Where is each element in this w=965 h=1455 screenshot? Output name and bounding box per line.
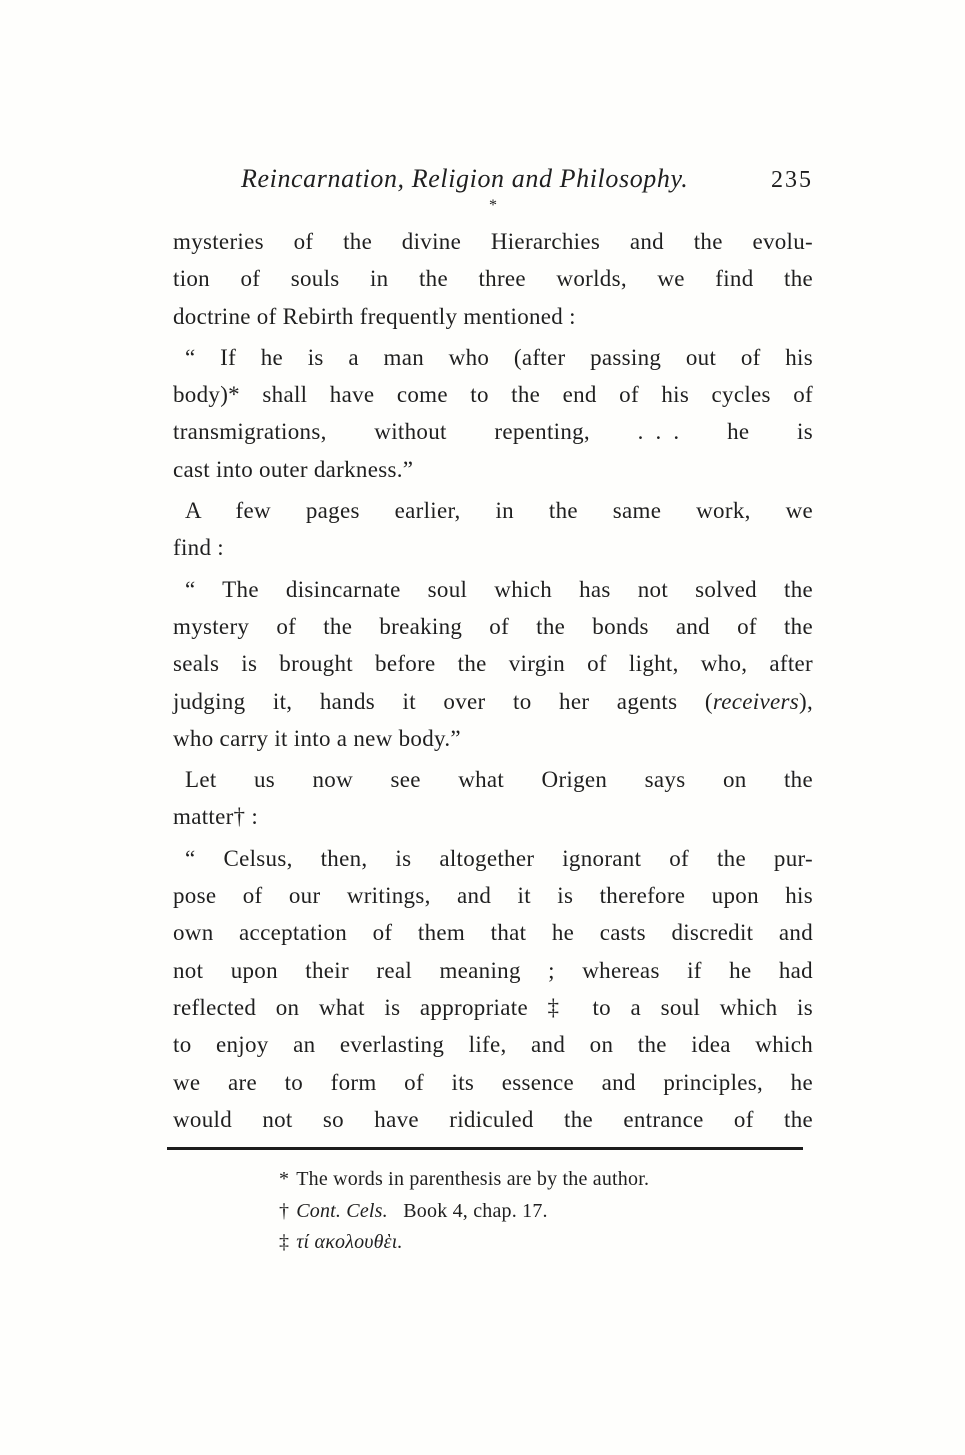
text-segment: not upon their real meaning ; whereas if he had bbox=[173, 957, 813, 983]
text-segment: to enjoy an everlasting life, and on the idea which bbox=[173, 1032, 813, 1058]
footnote-marker: * bbox=[279, 1168, 290, 1190]
paragraph bbox=[173, 840, 813, 1138]
text-line bbox=[173, 260, 813, 297]
text-segment: body)* shall have come to the end of his cycles of bbox=[173, 382, 813, 408]
text-line bbox=[173, 1026, 813, 1063]
text-segment: mystery of the breaking of the bonds and of the bbox=[173, 613, 813, 639]
text-segment: ), bbox=[798, 688, 813, 714]
text-line bbox=[173, 683, 813, 720]
paragraph bbox=[173, 761, 813, 836]
paragraphs-container bbox=[173, 223, 813, 1138]
footnote bbox=[279, 1164, 799, 1196]
text-segment: Let us now see what Origen says on the bbox=[185, 767, 813, 793]
text-line bbox=[173, 761, 813, 798]
text-line bbox=[173, 571, 813, 608]
text-segment: The words in parenthesis are by the author. bbox=[296, 1168, 650, 1190]
text-line bbox=[173, 952, 813, 989]
text-line bbox=[173, 608, 813, 645]
text-segment: “ If he is a man who (after passing out of his bbox=[185, 344, 813, 370]
text-line bbox=[173, 529, 813, 566]
text-segment: seals is brought before the virgin of light, who, after bbox=[173, 651, 813, 677]
text-segment: find : bbox=[173, 535, 224, 561]
text-segment: reflected on what is appropriate ‡ to a soul which is bbox=[173, 994, 813, 1020]
italic-text: receivers bbox=[712, 688, 799, 714]
text-segment: would not so have ridiculed the entrance of the bbox=[173, 1106, 813, 1132]
running-header bbox=[173, 164, 813, 194]
italic-text: Cont. Cels. bbox=[296, 1199, 388, 1222]
paragraph bbox=[173, 223, 813, 335]
text-segment: “ The disincarnate soul which has not solved the bbox=[185, 576, 813, 602]
text-line bbox=[173, 298, 813, 335]
text-line bbox=[173, 1064, 813, 1101]
footnote-marker: † bbox=[279, 1199, 290, 1222]
text-line bbox=[173, 877, 813, 914]
text-line bbox=[173, 914, 813, 951]
text-line bbox=[173, 798, 813, 835]
text-line bbox=[173, 413, 813, 450]
text-line bbox=[173, 840, 813, 877]
page-body bbox=[173, 223, 813, 1142]
paragraph bbox=[173, 339, 813, 488]
paragraph bbox=[173, 571, 813, 757]
italic-text: τί ακολουθὲι. bbox=[296, 1231, 403, 1253]
text-segment: own acceptation of them that he casts discredit and bbox=[173, 920, 813, 946]
footnote-rule bbox=[167, 1147, 803, 1150]
text-segment: we are to form of its essence and principles, he bbox=[173, 1069, 813, 1095]
text-segment: judging it, hands it over to her agents ( bbox=[173, 688, 713, 714]
text-line bbox=[173, 451, 813, 488]
text-segment: A few pages earlier, in the same work, we bbox=[185, 498, 813, 524]
text-segment: matter† : bbox=[173, 804, 259, 830]
page-number: 235 bbox=[771, 167, 813, 193]
text-line bbox=[173, 376, 813, 413]
text-line bbox=[173, 720, 813, 757]
text-line bbox=[173, 989, 813, 1026]
text-line bbox=[173, 645, 813, 682]
text-segment: “ Celsus, then, is altogether ignorant of the pur- bbox=[185, 845, 813, 871]
text-segment: cast into outer darkness.” bbox=[173, 456, 414, 482]
text-segment: pose of our writings, and it is therefore upon his bbox=[173, 883, 813, 909]
text-segment: mysteries of the divine Hierarchies and the evolu- bbox=[173, 229, 813, 254]
text-segment: doctrine of Rebirth frequently mentioned : bbox=[173, 303, 576, 329]
text-segment: Book 4, chap. 17. bbox=[387, 1199, 548, 1222]
footnote-marker: ‡ bbox=[279, 1231, 290, 1253]
text-line bbox=[173, 339, 813, 376]
header-ornament: * bbox=[489, 197, 497, 214]
footnote bbox=[279, 1196, 799, 1228]
text-line bbox=[173, 223, 813, 260]
text-segment: transmigrations, without repenting, . . . he is bbox=[173, 419, 813, 445]
running-header-title: Reincarnation, Religion and Philosophy. bbox=[241, 164, 689, 193]
text-line bbox=[173, 492, 813, 529]
text-segment: who carry it into a new body.” bbox=[173, 725, 461, 751]
footnotes-block bbox=[279, 1164, 799, 1259]
text-segment: tion of souls in the three worlds, we find the bbox=[173, 266, 813, 292]
paragraph bbox=[173, 492, 813, 567]
footnote bbox=[279, 1227, 799, 1259]
text-line bbox=[173, 1101, 813, 1138]
